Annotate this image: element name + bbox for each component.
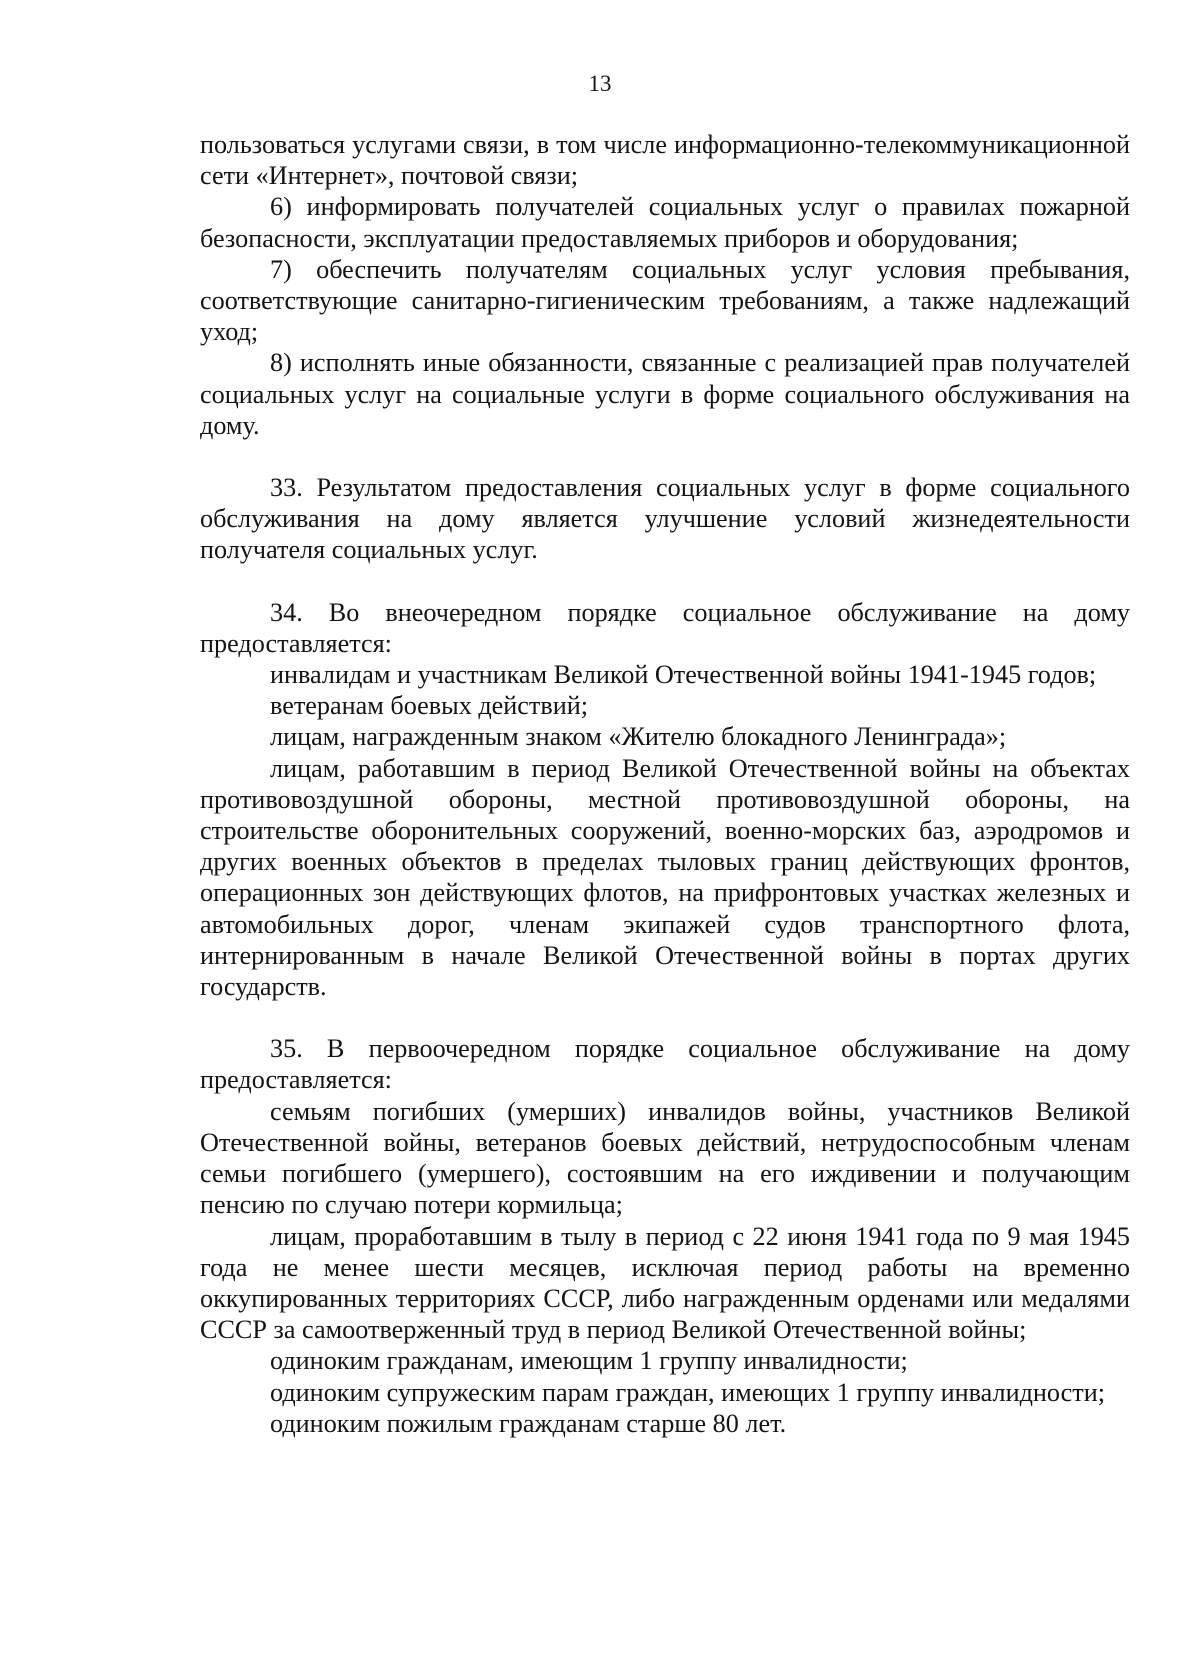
paragraph: 6) информировать получателей социальных услуг о правилах пожарной безопасности, эксплуатации предоставляемых приборов и оборудования;	[200, 192, 1130, 253]
paragraph-spacer	[200, 441, 1130, 472]
document-body	[200, 129, 1130, 1439]
page-number: 13	[588, 71, 612, 96]
paragraph: одиноким гражданам, имеющим 1 группу инвалидности;	[270, 1346, 908, 1376]
paragraph: пользоваться услугами связи, в том числе информационно-телекоммуникационной сети «Интернет», почтовой связи;	[200, 130, 1130, 191]
paragraph: лицам, проработавшим в тылу в период с 22 июня 1941 года по 9 мая 1945 года не менее шести месяцев, исключая период работы на временно оккупированных территориях СССР, либо награжденным орденами или медалями СССР за самоотверженный труд в период Великой Отечественной войны;	[200, 1221, 1130, 1345]
paragraph: 7) обеспечить получателям социальных услуг условия пребывания, соответствующие санитарно-гигиеническим требованиям, а также надлежащий уход;	[200, 254, 1130, 347]
paragraph-spacer	[200, 1002, 1130, 1033]
paragraph: лицам, награжденным знаком «Жителю блокадного Ленинграда»;	[270, 722, 1007, 752]
paragraph: 33. Результатом предоставления социальных услуг в форме социального обслуживания на дому является улучшение условий жизнедеятельности получателя социальных услуг.	[200, 473, 1130, 565]
paragraph: семьям погибших (умерших) инвалидов войны, участников Великой Отечественной войны, ветеранов боевых действий, нетрудоспособным членам семьи погибшего (умершего), состоявшим на его иждивении и получающим пенсию по случаю потери кормильца;	[200, 1096, 1130, 1220]
paragraph: 34. Во внеочередном порядке социальное обслуживание на дому предоставляется:	[200, 597, 1130, 658]
paragraph: 8) исполнять иные обязанности, связанные с реализацией прав получателей социальных услуг на социальные услуги в форме социального обслуживания на дому.	[200, 348, 1130, 440]
paragraph: одиноким пожилым гражданам старше 80 лет.	[270, 1408, 787, 1438]
paragraph: 35. В первоочередном порядке социальное обслуживание на дому предоставляется:	[200, 1034, 1130, 1095]
paragraph: инвалидам и участникам Великой Отечественной войны 1941-1945 годов;	[270, 660, 1097, 690]
paragraph-spacer	[200, 566, 1130, 597]
paragraph: лицам, работавшим в период Великой Отечественной войны на объектах противовоздушной обороны, местной противовоздушной обороны, на строительстве оборонительных сооружений, военно-морских баз, аэродромов и других военных объектов в пределах тыловых границ действующих фронтов, операционных зон действующих флотов, на прифронтовых участках железных и автомобильных дорог, членам экипажей судов транспортного флота, интернированным в начале Великой Отечественной войны в портах других государств.	[200, 753, 1130, 1002]
paragraph: одиноким супружеским парам граждан, имеющих 1 группу инвалидности;	[270, 1377, 1106, 1407]
paragraph: ветеранам боевых действий;	[270, 691, 589, 721]
